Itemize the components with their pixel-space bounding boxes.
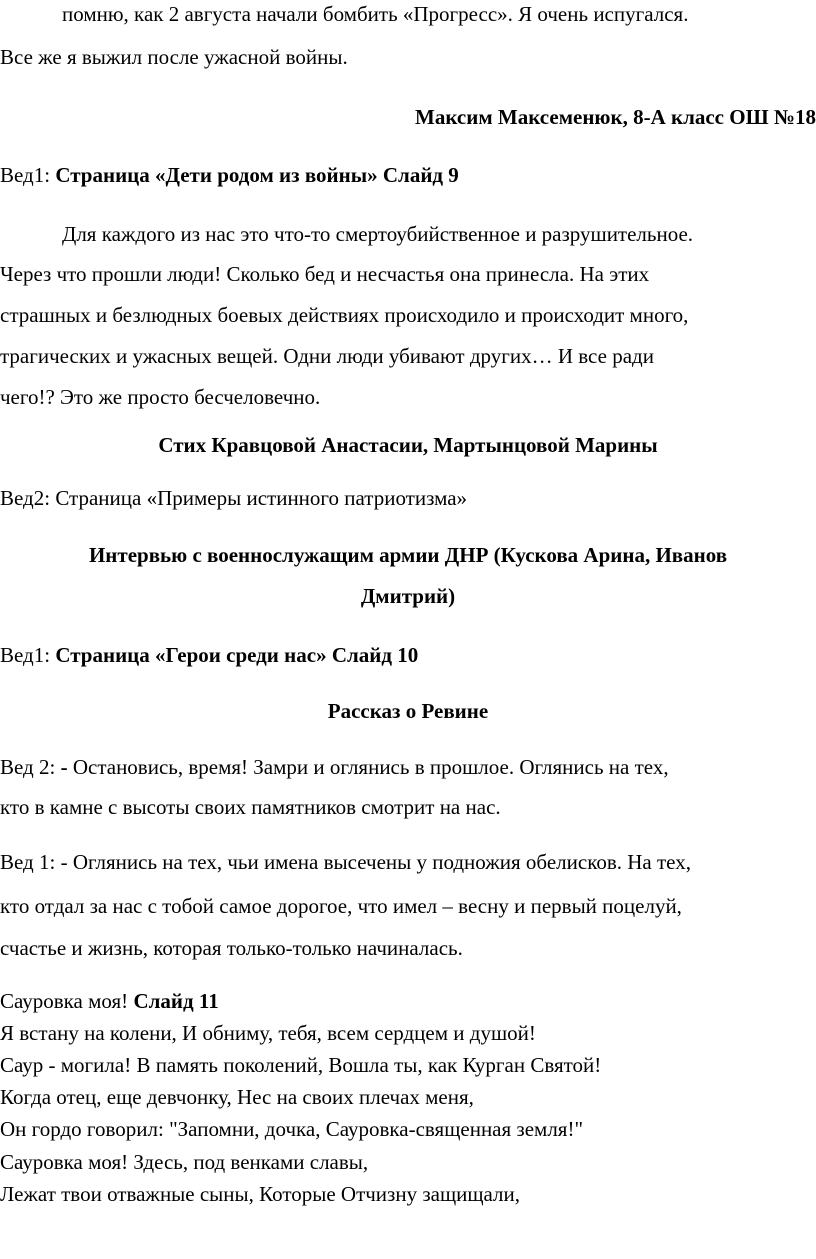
story-title: Рассказ о Ревине [327,699,489,723]
paragraph-line: Для каждого из нас это что-то смертоубийственное и разрушительное. [62,222,694,246]
speaker-label: Вед1: [0,163,56,187]
dash: - [60,755,73,779]
speaker-label: Вед1: [0,643,56,667]
poem-line: Он гордо говорил: "Запомни, дочка, Сауровка-священная земля!" [0,1117,584,1141]
paragraph-line: Все же я выжил после ужасной войны. [0,45,348,69]
paragraph-line: трагических и ужасных вещей. Одни люди убивают других… И все ради [0,344,654,368]
page-heading: Страница «Герои среди нас» Слайд 10 [55,643,419,667]
poem-line [0,989,219,1014]
paragraph-line: страшных и безлюдных боевых действиях происходило и происходит много, [0,303,689,327]
poem-text: Сауровка моя! [0,989,134,1013]
poem-line: Когда отец, еще девчонку, Нес на своих плечах меня, [0,1085,474,1109]
interview-heading: Интервью с военнослужащим армии ДНР (Кускова Арина, Иванов [88,543,728,567]
paragraph-line: счастье и жизнь, которая только-только начиналась. [0,936,463,960]
paragraph-line: помню, как 2 августа начали бомбить «Прогресс». Я очень испугался. [62,2,689,26]
poem-credit: Стих Кравцовой Анастасии, Мартынцовой Марины [158,433,658,457]
page-heading: Страница «Дети родом из войны» Слайд 9 [55,163,459,187]
paragraph-line: Через что прошли люди! Сколько бед и несчастья она принесла. На этих [0,262,650,286]
speaker-line [0,643,418,668]
author-credit: Максим Максеменюк, 8-А класс ОШ №18 [415,105,816,129]
speech-text: Остановись, время! Замри и оглянись в прошлое. Оглянись на тех, [72,755,669,779]
speaker-line [0,755,669,780]
poem-line: Сауровка моя! Здесь, под венками славы, [0,1150,369,1174]
speaker-label: Вед 2: [0,755,61,779]
speaker-line [0,163,459,188]
speaker-line: Вед2: Страница «Примеры истинного патриотизма» [0,486,468,510]
poem-line: Я встану на колени, И обниму, тебя, всем сердцем и душой! [0,1021,536,1045]
poem-line: Саур - могила! В память поколений, Вошла ты, как Курган Святой! [0,1053,602,1077]
speaker-line: Вед 1: - Оглянись на тех, чьи имена высечены у подножия обелисков. На тех, [0,850,691,874]
paragraph-line: кто в камне с высоты своих памятников смотрит на нас. [0,795,501,819]
paragraph-line: кто отдал за нас с тобой самое дорогое, что имел – весну и первый поцелуй, [0,894,682,918]
interview-heading: Дмитрий) [360,584,456,608]
paragraph-line: чего!? Это же просто бесчеловечно. [0,385,321,409]
poem-line: Лежат твои отважные сыны, Которые Отчизну защищали, [0,1182,520,1206]
slide-label: Слайд 11 [133,989,219,1013]
